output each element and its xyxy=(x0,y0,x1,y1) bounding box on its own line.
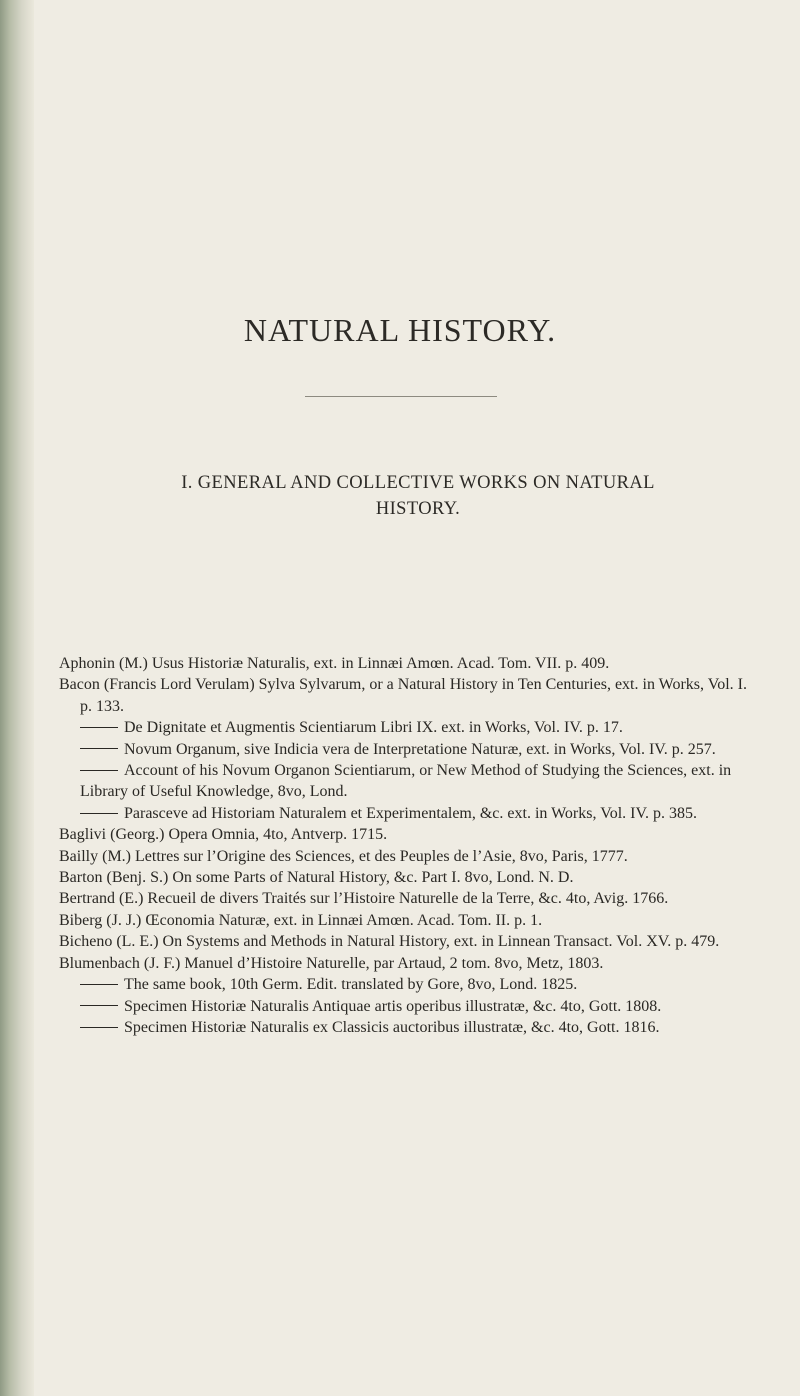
entry-text: Specimen Historiæ Naturalis ex Classicis auctoribus illustratæ, &c. 4to, Gott. 1816. xyxy=(124,1018,660,1036)
entry-text: Aphonin (M.) Usus Historiæ Naturalis, ext. in Linnæi Amœn. Acad. Tom. VII. p. 409. xyxy=(59,655,610,672)
entry-text: Barton (Benj. S.) On some Parts of Natural History, &c. Part I. 8vo, Lond. N. D. xyxy=(59,869,574,887)
entry-text: Novum Organum, sive Indicia vera de Interpretatione Naturæ, ext. in Works, Vol. IV. p. 257. xyxy=(124,740,716,758)
entry-text: Bailly (M.) Lettres sur l’Origine des Sciences, et des Peuples de l’Asie, 8vo, Paris, 1777. xyxy=(59,847,628,865)
ditto-dash xyxy=(80,984,118,985)
bibliography-entry xyxy=(59,846,759,867)
entry-text: Blumenbach (J. F.) Manuel d’Histoire Naturelle, par Artaud, 2 tom. 8vo, Metz, 1803. xyxy=(59,954,604,972)
entry-text: The same book, 10th Germ. Edit. translated by Gore, 8vo, Lond. 1825. xyxy=(124,976,578,994)
ditto-dash xyxy=(80,813,118,814)
bibliography-entry xyxy=(59,931,759,952)
entry-text: Parasceve ad Historiam Naturalem et Experimentalem, &c. ext. in Works, Vol. IV. p. 385. xyxy=(124,804,697,822)
section-heading xyxy=(118,470,718,522)
entry-text: Baglivi (Georg.) Opera Omnia, 4to, Antverp. 1715. xyxy=(59,826,388,844)
bibliography-subentry xyxy=(59,717,759,738)
bibliography-subentry xyxy=(59,739,759,760)
bibliography-entry xyxy=(59,674,759,717)
entry-text: Bertrand (E.) Recueil de divers Traités sur l’Histoire Naturelle de la Terre, &c. 4to, Avig. 1766. xyxy=(59,890,669,908)
ditto-dash xyxy=(80,770,118,771)
entry-text: De Dignitate et Augmentis Scientiarum Libri IX. ext. in Works, Vol. IV. p. 17. xyxy=(124,719,623,737)
ditto-dash xyxy=(80,1005,118,1006)
bibliography-entry xyxy=(59,888,759,909)
entry-text: Bacon (Francis Lord Verulam) Sylva Sylvarum, or a Natural History in Ten Centuries, ext. in Works, Vol. I. p. 133. xyxy=(59,676,748,715)
bibliography-entry xyxy=(59,824,759,845)
bibliography-entry xyxy=(59,953,759,974)
bibliography-subentry xyxy=(59,1017,759,1038)
bibliography-entry xyxy=(59,867,759,888)
ditto-dash xyxy=(80,1027,118,1028)
entry-text: Bicheno (L. E.) On Systems and Methods in Natural History, ext. in Linnean Transact. Vol. XV. p. 479. xyxy=(59,933,720,951)
ditto-dash xyxy=(80,748,118,749)
bibliography-subentry xyxy=(59,760,759,803)
page-edge-shadow xyxy=(0,0,34,1396)
entry-text: Biberg (J. J.) Œconomia Naturæ, ext. in Linnæi Amœn. Acad. Tom. II. p. 1. xyxy=(59,911,543,929)
ditto-dash xyxy=(80,727,118,728)
section-heading-line-1: I. GENERAL AND COLLECTIVE WORKS ON NATURAL xyxy=(181,473,655,493)
entry-text: Account of his Novum Organon Scientiarum, or New Method of Studying the Sciences, ext. in Library of Useful Knowledge, 8vo, Lond. xyxy=(80,762,732,801)
bibliography-subentry xyxy=(59,974,759,995)
section-heading-line-2: HISTORY. xyxy=(375,499,461,519)
bibliography-entry xyxy=(59,910,759,931)
title-rule-divider xyxy=(305,396,497,397)
bibliography-subentry xyxy=(59,996,759,1017)
bibliography-subentry xyxy=(59,803,759,824)
bibliography-entry xyxy=(59,653,759,674)
bibliography-list xyxy=(59,653,759,1038)
page-title: NATURAL HISTORY. xyxy=(243,312,557,348)
entry-text: Specimen Historiæ Naturalis Antiquae artis operibus illustratæ, &c. 4to, Gott. 1808. xyxy=(124,997,662,1015)
